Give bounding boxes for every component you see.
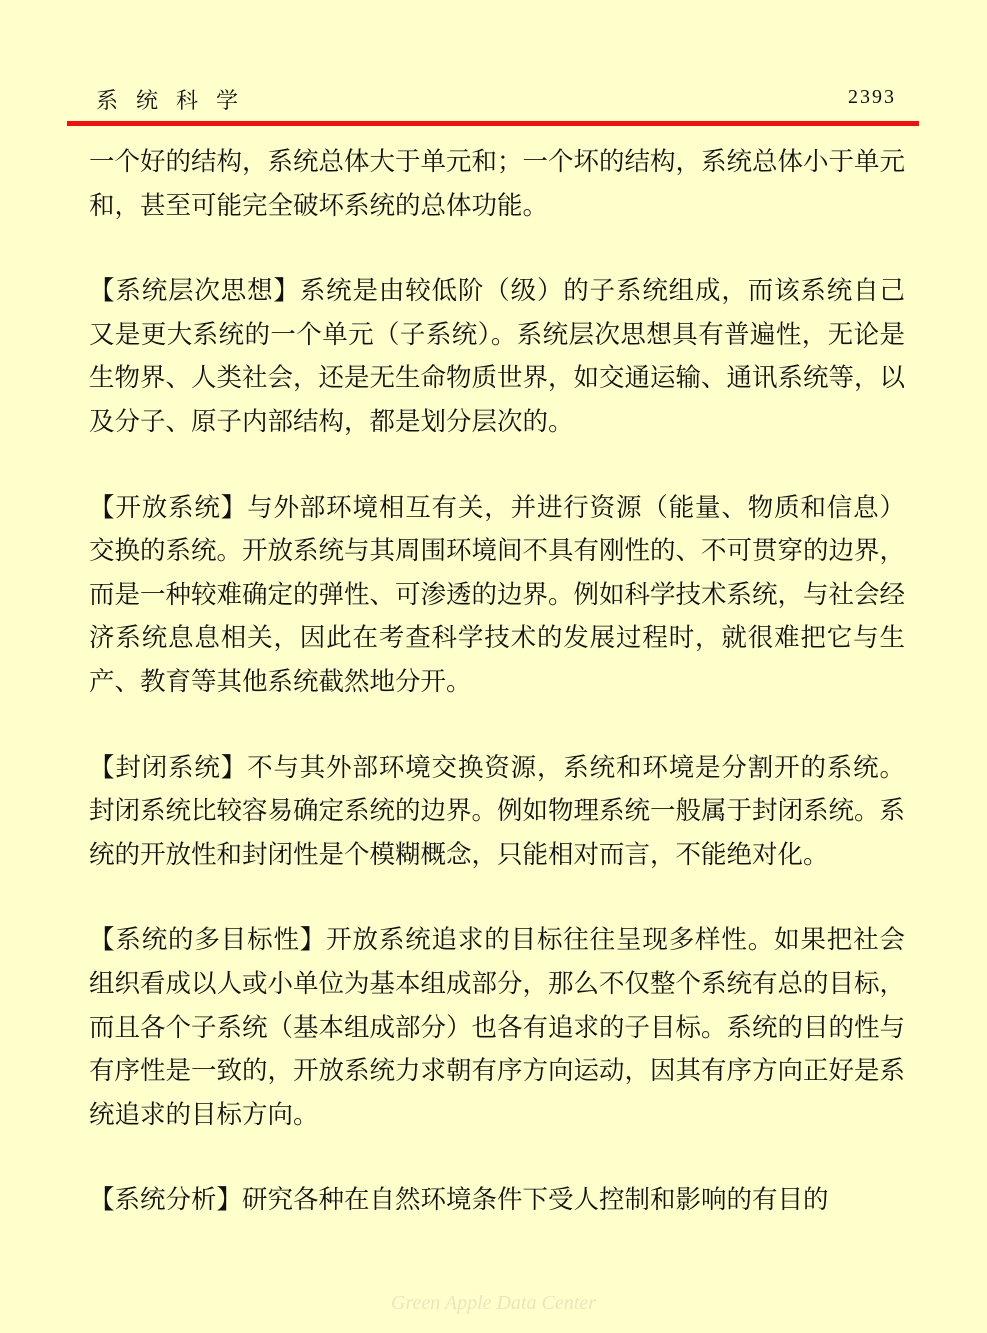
paragraph-closed-system xyxy=(89,747,905,878)
page-header xyxy=(96,84,896,118)
entry-term: 【开放系统】 xyxy=(89,492,248,523)
paragraph-structure xyxy=(89,141,905,228)
paragraph-open-system xyxy=(89,487,905,705)
entry-term: 【系统的多目标性】 xyxy=(89,925,327,956)
body-text xyxy=(89,141,905,1265)
entry-text: 与外部环境相互有关，并进行资源（能量、物质和信息）交换的系统。开放系统与其周围环境间不具有刚性的、不可贯穿的边界，而是一种较难确定的弹性、可渗透的边界。例如科学技术系统，与社会经济系统息息相关，因此在考查科学技术的发展过程时，就很难把它与生产、教育等其他系统截然地分开。 xyxy=(89,492,906,697)
entry-term: 【封闭系统】 xyxy=(89,752,248,783)
entry-term: 【系统层次思想】 xyxy=(89,276,300,307)
entry-text: 系统是由较低阶（级）的子系统组成，而该系统自己又是更大系统的一个单元（子系统）。系统层次思想具有普遍性，无论是生物界、人类社会，还是无生命物质世界，如交通运输、通讯系统等，以及分子、原子内部结构，都是划分层次的。 xyxy=(89,276,906,437)
running-title: 系统科学 xyxy=(96,89,257,114)
header-rule xyxy=(67,121,919,126)
entry-term: 【系统分析】 xyxy=(89,1185,243,1216)
paragraph-multi-goal xyxy=(89,919,905,1137)
paragraph-system-analysis xyxy=(89,1179,905,1223)
entry-text: 不与其外部环境交换资源，系统和环境是分割开的系统。封闭系统比较容易确定系统的边界。例如物理系统一般属于封闭系统。系统的开放性和封闭性是个模糊概念，只能相对而言，不能绝对化。 xyxy=(89,752,906,870)
paragraph-hierarchy xyxy=(89,270,905,444)
entry-text: 研究各种在自然环境条件下受人控制和影响的有目的 xyxy=(242,1185,829,1216)
entry-text: 开放系统追求的目标往往呈现多样性。如果把社会组织看成以人或小单位为基本组成部分，那么不仅整个系统有总的目标，而且各个子系统（基本组成部分）也各有追求的子目标。系统的目的性与有序性是一致的，开放系统力求朝有序方向运动，因其有序方向正好是系统追求的目标方向。 xyxy=(89,925,906,1130)
entry-text: 一个好的结构，系统总体大于单元和；一个坏的结构，系统总体小于单元和，甚至可能完全破坏系统的总体功能。 xyxy=(89,147,906,221)
watermark: Green Apple Data Center xyxy=(391,1292,596,1314)
page-number: 2393 xyxy=(848,86,896,108)
